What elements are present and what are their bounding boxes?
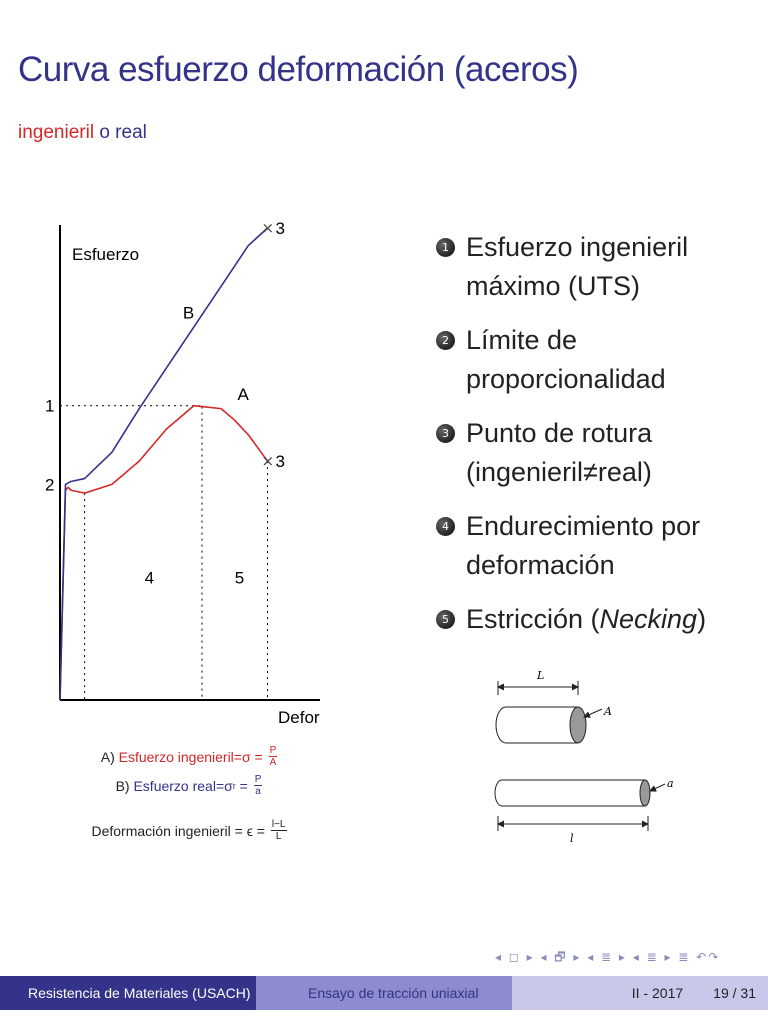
length-L-label: L bbox=[537, 669, 545, 682]
number-ball-icon: 2 bbox=[436, 331, 455, 350]
bullet-necking: 5 Estricción (Necking) bbox=[436, 600, 756, 639]
short-bar-icon bbox=[496, 707, 578, 743]
stress-strain-chart bbox=[30, 215, 330, 735]
bullet-proportionality: 2 Límite de proporcionalidad bbox=[436, 321, 756, 399]
footer bbox=[0, 976, 768, 1010]
subtitle-ingenieril: ingenieril bbox=[18, 122, 95, 143]
curve-label-B: B bbox=[182, 303, 195, 323]
specimen-diagram bbox=[480, 665, 690, 845]
curve-label-A: A bbox=[237, 384, 249, 404]
long-bar-icon bbox=[495, 780, 645, 806]
area-A-label: A bbox=[604, 705, 612, 718]
bullet-hardening: 4 Endurecimiento por deformación bbox=[436, 507, 756, 585]
footer-topic: Ensayo de tracción uniaxial bbox=[256, 976, 512, 1010]
break-marker: × bbox=[261, 452, 275, 471]
number-ball-icon: 4 bbox=[436, 517, 455, 536]
subtitle-real: o real bbox=[99, 122, 147, 143]
series-line-A bbox=[60, 406, 268, 700]
break-marker: × bbox=[261, 219, 275, 237]
footer-meta bbox=[512, 976, 768, 1010]
y-tick-label: 2 bbox=[45, 475, 55, 495]
bullet-list bbox=[436, 228, 756, 654]
series-line-B bbox=[60, 228, 268, 700]
beamer-navigation-icons[interactable]: ◂ ◻ ▸ ◂ 🗗 ▸ ◂ ≣ ▸ ◂ ≣ ▸ ≣ ↶↷ bbox=[495, 950, 721, 964]
number-ball-icon: 5 bbox=[436, 610, 455, 629]
break-label: 3 bbox=[275, 452, 285, 472]
formula-true-stress: B) Esfuerzo real=σ r = $\frac{P}{a}$ bbox=[115, 774, 262, 797]
footer-date: II - 2017 bbox=[631, 985, 684, 1001]
formula-block bbox=[40, 745, 340, 848]
formula-engineering-stress: A) Esfuerzo ingenieril=σ = $\frac{P}{A}$ bbox=[100, 745, 277, 768]
slide-subtitle bbox=[18, 122, 147, 144]
footer-page-number: 19 / 31 bbox=[713, 985, 756, 1001]
formula-engineering-strain: Deformación ingenieril = ϵ = $\frac{l-L}{L}$ bbox=[91, 819, 286, 842]
y-tick-label: 1 bbox=[45, 396, 55, 416]
bullet-rupture: 3 Punto de rotura (ingenieril≠real) bbox=[436, 414, 756, 492]
number-ball-icon: 3 bbox=[436, 424, 455, 443]
bullet-uts: 1 Esfuerzo ingenieril máximo (UTS) bbox=[436, 228, 756, 306]
area-a-label: a bbox=[667, 777, 674, 790]
length-l-label: l bbox=[570, 832, 574, 845]
footer-course: Resistencia de Materiales (USACH) bbox=[0, 976, 256, 1010]
number-ball-icon: 1 bbox=[436, 238, 455, 257]
region-label-4: 4 bbox=[144, 568, 155, 588]
y-axis-label: Esfuerzo bbox=[72, 245, 140, 264]
x-axis-label: Defor bbox=[278, 708, 320, 727]
region-label-5: 5 bbox=[234, 568, 245, 588]
slide-title: Curva esfuerzo deformación (aceros) bbox=[18, 50, 579, 89]
break-label: 3 bbox=[275, 219, 285, 238]
